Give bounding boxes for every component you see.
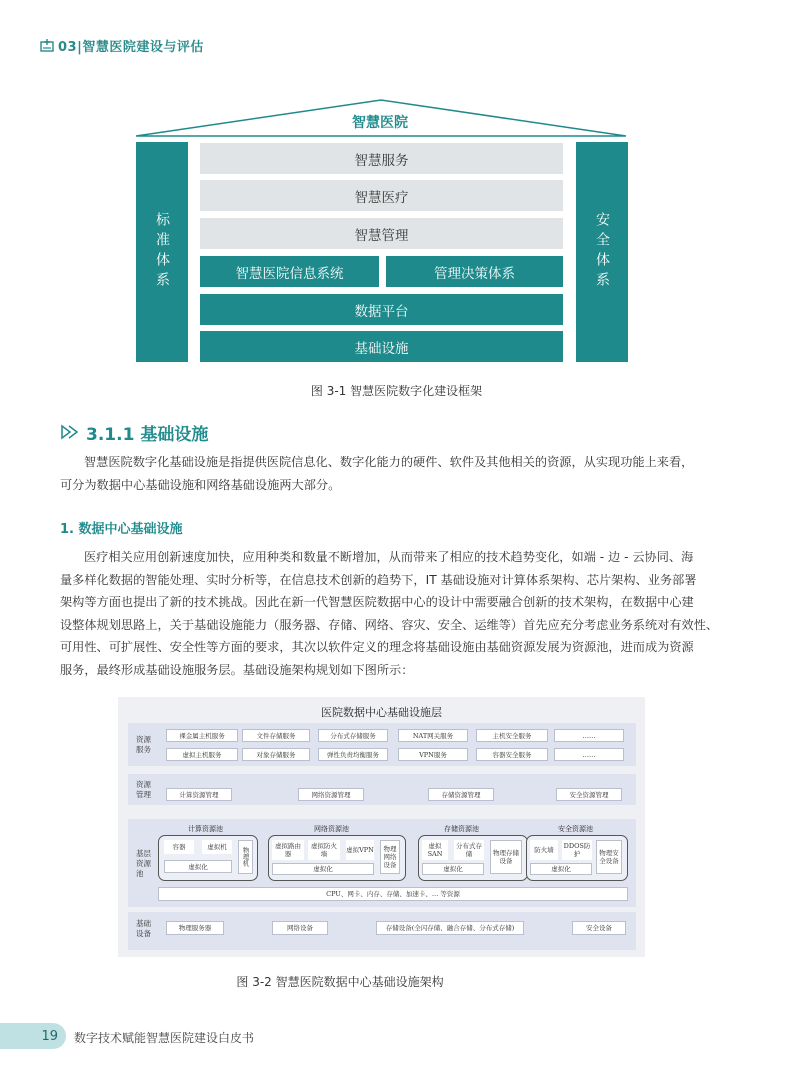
equipment-box: 网络设备 — [272, 921, 328, 935]
virtualization-base: 虚拟化 — [530, 863, 592, 875]
chapter-header: 03|智慧医院建设与评估 — [58, 40, 204, 55]
body-line-3: 架构等方面也提出了新的技术挑战。因此在新一代智慧医院数据中心的设计中需要融合创新的技术架构，在数据中心建 — [60, 595, 694, 609]
layer-decision-system: 管理决策体系 — [386, 256, 563, 287]
container-item: 容器 — [164, 840, 194, 854]
security-pool-title: 安全资源池 — [558, 825, 593, 833]
virtual-router-item: 虚拟路由器 — [272, 840, 304, 860]
service-box: 文件存储服务 — [242, 729, 310, 742]
security-pillar-label: 安全体系 — [594, 212, 610, 292]
service-box: VPN服务 — [398, 748, 468, 761]
layer-smart-management: 智慧管理 — [200, 218, 563, 249]
layer-smart-medical: 智慧医疗 — [200, 180, 563, 211]
services-label: 资源服务 — [136, 735, 151, 754]
distributed-storage-item: 分布式存储 — [456, 842, 482, 858]
body-line-5: 可用性、可扩展性、安全性等方面的要求，其次以软件定义的理念将基础设施由基础资源发展为资源池，进而成为资源 — [60, 640, 694, 654]
play-arrow-icon — [60, 424, 82, 440]
ddos-item: DDOS防护 — [563, 842, 591, 858]
service-box: 虚拟主机服务 — [166, 748, 238, 761]
footer-title: 数字技术赋能智慧医院建设白皮书 — [74, 1031, 255, 1045]
firewall-item: 防火墙 — [530, 840, 558, 860]
figure2-caption: 图 3-2 智慧医院数据中心基础设施架构 — [236, 975, 444, 989]
body-paragraph — [60, 546, 736, 681]
service-box: 主机安全服务 — [476, 729, 548, 742]
equipment-label: 基础设备 — [136, 919, 151, 938]
virtual-san-item: 虚拟SAN — [422, 840, 448, 860]
equipment-box: 物理服务器 — [166, 921, 224, 935]
compute-pool-title: 计算资源池 — [188, 825, 223, 833]
service-box: …… — [554, 748, 624, 761]
layer-data-platform: 数据平台 — [200, 294, 563, 325]
roof-title: 智慧医院 — [352, 115, 408, 131]
virtualization-base: 虚拟化 — [272, 863, 374, 875]
virtualization-base: 虚拟化 — [164, 860, 232, 873]
figure1-caption: 图 3-1 智慧医院数字化建设框架 — [310, 384, 483, 398]
virtual-firewall-item: 虚拟防火墙 — [308, 840, 340, 860]
service-box: 裸金属主机服务 — [166, 729, 238, 742]
management-label: 资源管理 — [136, 780, 151, 799]
body-line-1: 医疗相关应用创新速度加快，应用种类和数量不断增加，从而带来了相应的技术趋势变化，如端 - 边 - 云协同、海 — [84, 550, 694, 564]
management-box: 存储资源管理 — [428, 788, 494, 801]
storage-pool-title: 存储资源池 — [444, 825, 479, 833]
service-box: NAT网关服务 — [398, 729, 468, 742]
body-line-4: 设整体规划思路上，关于基础设施能力（服务器、存储、网络、容灾、安全、运维等）首先应充分考虑业务系统对有效性、 — [60, 617, 719, 632]
hospital-icon — [40, 38, 54, 52]
infrastructure-diagram — [118, 697, 645, 957]
physical-storage-device: 物理存储设备 — [490, 840, 522, 874]
standards-pillar — [136, 142, 188, 362]
intro-line-2: 可分为数据中心基础设施和网络基础设施两大部分。 — [60, 477, 341, 492]
body-line-6: 服务，最终形成基础设施服务层。基础设施架构规划如下图所示： — [60, 662, 414, 677]
intro-paragraph — [60, 451, 736, 496]
subsection-title: 1. 数据中心基础设施 — [60, 522, 183, 537]
body-line-2: 量多样化数据的智能处理、实时分析等，在信息技术创新的趋势下，IT 基础设施对计算体系架构、芯片架构、业务部署 — [60, 572, 697, 587]
management-box: 网络资源管理 — [298, 788, 364, 801]
physical-machine: 物理机 — [238, 840, 253, 874]
service-box: …… — [554, 729, 624, 742]
service-box: 对象存储服务 — [242, 748, 310, 761]
pools-label: 基层资源池 — [136, 849, 151, 878]
virtualization-base: 虚拟化 — [422, 863, 484, 875]
network-pool-title: 网络资源池 — [314, 825, 349, 833]
physical-network-device: 物理网络设备 — [380, 840, 400, 874]
management-box: 计算资源管理 — [166, 788, 232, 801]
management-box: 安全资源管理 — [556, 788, 622, 801]
section-title: 3.1.1 基础设施 — [86, 425, 209, 445]
physical-security-device: 物理安全设备 — [596, 840, 622, 874]
intro-line-1: 智慧医院数字化基础设施是指提供医院信息化、数字化能力的硬件、软件及其他相关的资源，从实现功能上来看， — [84, 455, 694, 469]
security-pillar — [576, 142, 628, 362]
service-box: 分布式存储服务 — [318, 729, 388, 742]
hardware-resources-bar: CPU、网卡、内存、存储、加速卡、… 等资源 — [158, 887, 628, 901]
virtual-vpn-item: 虚拟VPN — [346, 840, 374, 860]
vm-item: 虚拟机 — [202, 840, 232, 854]
layer-smart-service: 智慧服务 — [200, 143, 563, 174]
service-box: 容器安全服务 — [476, 748, 548, 761]
page-number: 19 — [0, 1023, 66, 1049]
service-box: 弹性负责均衡服务 — [318, 748, 388, 761]
equipment-box: 安全设备 — [572, 921, 626, 935]
standards-pillar-label: 标准体系 — [154, 212, 170, 292]
equipment-box: 存储设备(全闪存储、融合存储、分布式存储) — [376, 921, 524, 935]
layer-his: 智慧医院信息系统 — [200, 256, 379, 287]
diagram-title: 医院数据中心基础设施层 — [321, 706, 442, 719]
layer-infrastructure: 基础设施 — [200, 331, 563, 362]
